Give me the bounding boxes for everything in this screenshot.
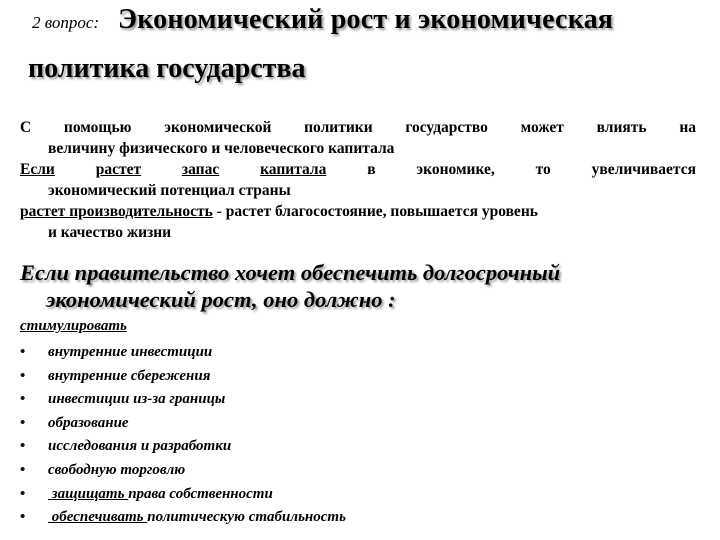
paragraph-3-line-1 (20, 201, 696, 222)
paragraph-2-line-1 (20, 159, 696, 180)
title-prefix: 2 вопрос: (32, 13, 100, 32)
subheading-line-1: Если правительство хочет обеспечить долгосрочный (20, 260, 561, 285)
paragraph-2-line-2: экономический потенциал страны (48, 182, 291, 199)
bullet-item (20, 365, 346, 389)
bullet-text: внутренние инвестиции (48, 344, 213, 360)
slide-title-line2: политика государства (28, 53, 306, 84)
bullet-text: внутренние сбережения (48, 367, 211, 384)
body-text (20, 117, 696, 243)
paragraph-1-line-2: величину физического и человеческого капитала (48, 140, 395, 157)
bullet-underlined-verb: защищать (48, 485, 129, 502)
bullet-list (20, 341, 346, 530)
word-v: в (367, 161, 376, 178)
bullet-marker: • (20, 509, 26, 526)
bullet-marker: • (20, 414, 26, 431)
word-esli: Если (20, 161, 55, 178)
bullet-item (20, 483, 346, 507)
bullet-text: свободную торговлю (48, 461, 186, 478)
policy-subheading (20, 259, 710, 313)
bullet-text: образование (48, 414, 129, 431)
bullet-item (20, 459, 346, 483)
bullet-item (20, 506, 346, 530)
bullet-item (20, 341, 346, 365)
subheading-line-2: экономический рост, оно должно : (46, 287, 396, 312)
bullet-marker: • (20, 461, 26, 478)
word-uvelichivaetsya: увеличивается (591, 161, 696, 178)
bullet-marker: • (20, 391, 26, 408)
word-kapitala: капитала (260, 161, 327, 178)
bullet-text: инвестиции из-за границы (48, 391, 226, 408)
paragraph-3-line-2: и качество жизни (48, 224, 172, 241)
bullet-marker: • (20, 367, 26, 384)
bullet-item (20, 435, 346, 459)
bullet-text: исследования и разработки (48, 438, 232, 455)
word-rastet: растет (95, 161, 142, 178)
slide-title-line1: Экономический рост и экономическая (118, 4, 614, 35)
bullet-marker: • (20, 438, 26, 455)
word-ekonomike: экономике, (416, 161, 495, 178)
paragraph-3-rest: - растет благосостояние, повышается уровень (212, 203, 538, 220)
productivity-phrase: растет производительность (20, 203, 213, 220)
bullet-item (20, 388, 346, 412)
bullet-text: политическую стабильность (147, 509, 346, 526)
paragraph-1-line-1: С помощью экономической политики государство может влиять на (20, 119, 696, 136)
stimulate-label: стимулировать (20, 318, 127, 334)
word-zapas: запас (181, 161, 220, 178)
bullet-marker: • (20, 344, 26, 360)
bullet-underlined-verb: обеспечивать (48, 509, 148, 526)
bullet-item (20, 412, 346, 436)
bullet-marker: • (20, 485, 26, 502)
bullet-text: права собственности (128, 485, 273, 502)
word-to: то (535, 161, 551, 178)
